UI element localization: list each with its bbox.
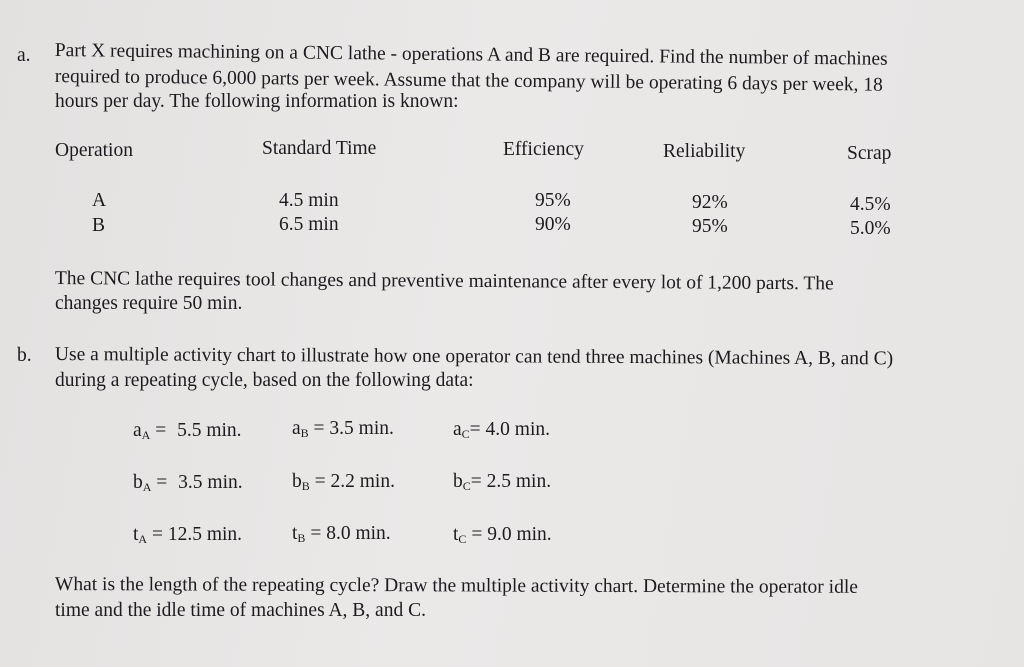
- table-row-b-standard-time: 6.5 min: [279, 214, 339, 235]
- part-b-intro-line-2: during a repeating cycle, based on the following data:: [55, 370, 474, 391]
- part-a-note-line-1: The CNC lathe requires tool changes and preventive maintenance after every lot of 1,200 parts. The: [54, 267, 834, 295]
- table-header-efficiency: Efficiency: [503, 139, 584, 160]
- table-header-operation: Operation: [55, 140, 133, 161]
- part-b-intro-line-1: Use a multiple activity chart to illustrate how one operator can tend three machines (Machines A, B, and C): [54, 343, 894, 370]
- var-b-b: $b_B = 2.2$ min.: [292, 471, 395, 493]
- var-t-b: $t_B = 8.0$ min.: [292, 523, 391, 545]
- part-b-question-line-2: time and the idle time of machines A, B, and C.: [55, 600, 426, 621]
- part-a-intro-line-3: hours per day. The following information is known:: [55, 91, 459, 112]
- part-b-marker: b.: [17, 345, 32, 366]
- part-a-note-line-2: changes require 50 min.: [55, 293, 243, 314]
- table-row-a-efficiency: 95%: [535, 190, 571, 211]
- table-row-b-reliability: 95%: [692, 216, 728, 237]
- var-b-a: $b_A = 3.5$ min.: [133, 472, 243, 494]
- var-a-c: $a_C= 4.0$ min.: [453, 419, 551, 441]
- table-row-a-operation: A: [92, 190, 107, 211]
- table-row-a-reliability: 92%: [692, 192, 728, 213]
- table-row-b-operation: B: [92, 215, 106, 236]
- table-row-b-scrap: 5.0%: [850, 218, 891, 239]
- table-header-standard-time: Standard Time: [262, 138, 377, 159]
- part-a-intro-line-2: required to produce 6,000 parts per week. Assume that the company will be operating 6 days per week, 18: [54, 65, 883, 96]
- table-row-b-efficiency: 90%: [535, 214, 571, 235]
- table-row-a-scrap: 4.5%: [850, 194, 891, 215]
- var-a-b: $a_B = 3.5$ min.: [292, 418, 394, 440]
- var-a-a: $a_A = 5.5$ min.: [133, 420, 242, 442]
- var-t-c: $t_C = 9.0$ min.: [453, 524, 552, 546]
- part-a-marker: a.: [17, 45, 31, 66]
- table-row-a-standard-time: 4.5 min: [279, 190, 339, 211]
- table-header-scrap: Scrap: [847, 143, 892, 164]
- table-header-reliability: Reliability: [663, 141, 746, 162]
- part-a-intro-line-1: Part X requires machining on a CNC lathe - operations A and B are required. Find the number of machines: [54, 39, 888, 70]
- part-b-question-line-1: What is the length of the repeating cycle? Draw the multiple activity chart. Determine the operator idle: [54, 574, 858, 598]
- var-b-c: $b_C= 2.5$ min.: [453, 471, 552, 493]
- var-t-a: $t_A = 12.5$ min.: [133, 524, 243, 546]
